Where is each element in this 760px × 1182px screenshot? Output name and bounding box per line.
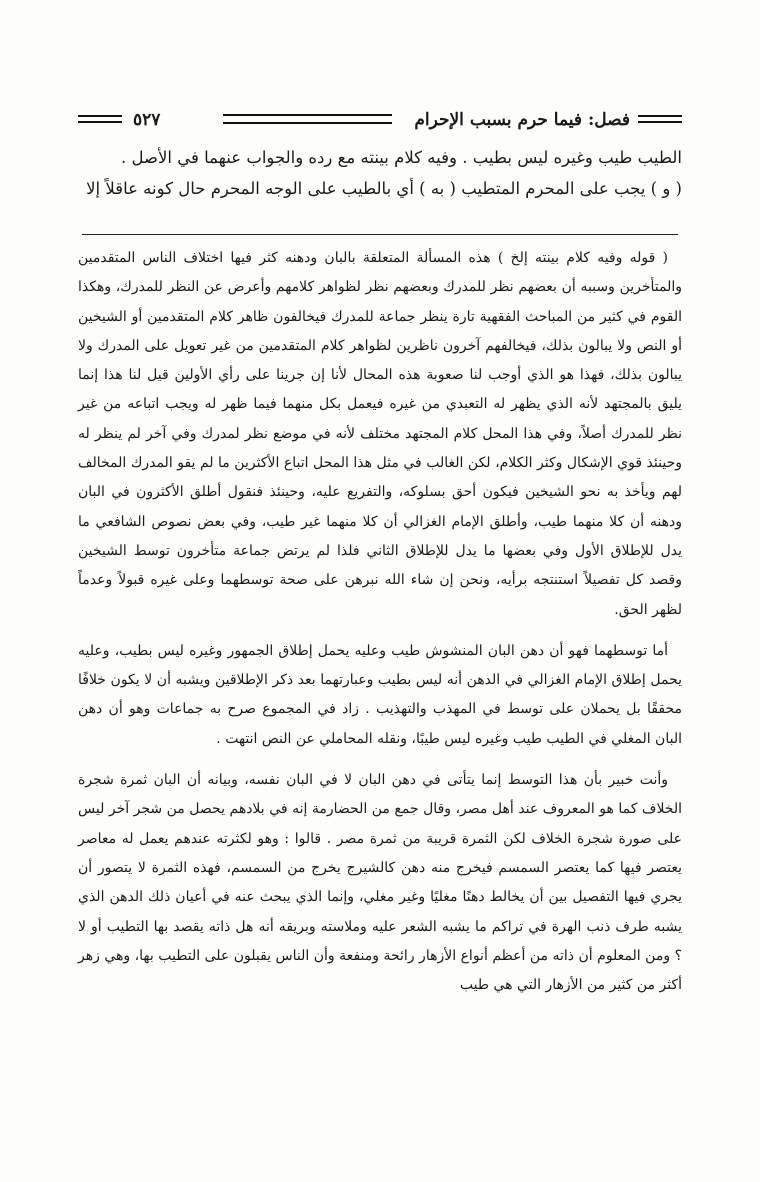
footnotes [78, 244, 682, 1000]
header-rule-ornament [638, 115, 682, 123]
footnote-paragraph: وأنت خبير بأن هذا التوسط إنما يتأتى في دهن البان لا في البان نفسه، وبيانه أن البان ثمرة شجرة الخلاف كما هو المعروف عند أهل مصر، وقال جمع من الحضارمة إنه في بلادهم يحصل من شجر آخر ليس على صورة شجرة الخلاف لكن الثمرة قريبة من ثمرة مصر . قالوا : وهو لكثرته عندهم يعمل له معاصر يعتصر فيها كما يعتصر السمسم فيخرج منه دهن كالشيرج يخرج من السمسم، فهذه الثمرة لا يتصور أن يجري فيها التفصيل بين أن يخالط دهنًا مغليًا وغير مغلي، وإنما الذي يبحث عنه في أعيان ذلك الدهن الذي يشبه طرف ذنب الهرة في تراكم ما يشبه الشعر عليه وملاسته وبريقه أنه هل ذاته يقصد بها التطيب أو لا ؟ ومن المعلوم أن ذاته من أعظم أنواع الأزهار رائحة ومنفعة وأن الناس يقبلون على التطيب بها، وهي زهر أكثر من كثير من الأزهار التي هي طيب [78, 772, 682, 994]
main-text [78, 142, 682, 204]
footnote-paragraph: ( قوله وفيه كلام بينته إلخ ) هذه المسألة المتعلقة بالبان ودهنه كثر فيها اختلاف الناس المتقدمين والمتأخرين وسببه أن بعضهم نظر للمدرك وبعضهم نظر لظواهر كلامهم وأعرض عن النظر للمدرك، وهكذا القوم في كثير من المباحث الفقهية تارة ينظر جماعة للمدرك فيخالفون ظاهر كلام المتقدمين أو الشيخين أو النص ولا يبالون بذلك، فيخالفهم آخرون ناظرين لظواهر كلام المتقدمين من غير تعويل على المدرك ولا يبالون بذلك، فهذا هو الذي أوجب لنا صعوبة هذه المحال لأنا إن جرينا على رأي الأولين قيل لنا هذا إنما يليق بالمجتهد لأنه الذي يظهر له التعبدي من غيره فيعمل بكل منهما فيما ظهر له ويجب اتباعه من غير نظر للمدرك أصلاً، وفي هذا المحل كلام المجتهد مختلف لأنه في موضع نظر لمدرك وفي آخر لم ينظر له وحينئذ قوي الإشكال وكثر الكلام، لكن الغالب في مثل هذا المحل اتباع الأكثرين ما لم يقو المدرك المخالف لهم ويأخذ به نحو الشيخين فيكون أحق بسلوكه، والتفريع عليه، وحينئذ فنقول أطلق الأكثرون في البان ودهنه أن كلا منهما طيب، وأطلق الإمام الغزالي أن كلا منهما غير طيب، وفي بعض نصوص الشافعي ما يدل للإطلاق الأول وفي بعضها ما يدل للإطلاق الثاني فلذا لم يرتض جماعة متأخرون توسط الشيخين وقصد كل تفصيلاً استنتجه برأيه، ونحن إن شاء الله نبرهن على صحة توسطهما وعلى غيره قبولاً وعدماً لظهر الحق. [78, 250, 682, 618]
main-text-line: ( و ) يجب على المحرم المتطيب ( به ) أي بالطيب على الوجه المحرم حال كونه عاقلاً إلا [86, 179, 682, 198]
chapter-title: فصل: فيما حرم بسبب الإحرام [414, 110, 630, 130]
main-text-line: الطيب طيب وغيره ليس بطيب . وفيه كلام بينته مع رده والجواب عنهما في الأصل . [120, 148, 682, 167]
header-rule-ornament [78, 115, 122, 123]
page-number: ٥٢٧ [133, 110, 161, 130]
header-double-rule [223, 114, 392, 124]
running-head [78, 108, 682, 132]
footnote-paragraph: أما توسطهما فهو أن دهن البان المنشوش طيب وعليه يحمل إطلاق الجمهور وغيره ليس بطيب، وعليه يحمل إطلاق الإمام الغزالي في الدهن أنه ليس بطيب وعبارتهما بعد ذكر الإطلاقين ويشبه أن لا يكون خلافًا محققًا بل يحملان على توسط في المهذب والتهذيب . زاد في المجموع صرح به جماعات وهو أن دهن البان المغلي في الطيب طيب وغيره ليس طيبًا، ونقله المحاملي عن النص انتهت . [78, 642, 682, 747]
footnote-divider [82, 234, 678, 235]
